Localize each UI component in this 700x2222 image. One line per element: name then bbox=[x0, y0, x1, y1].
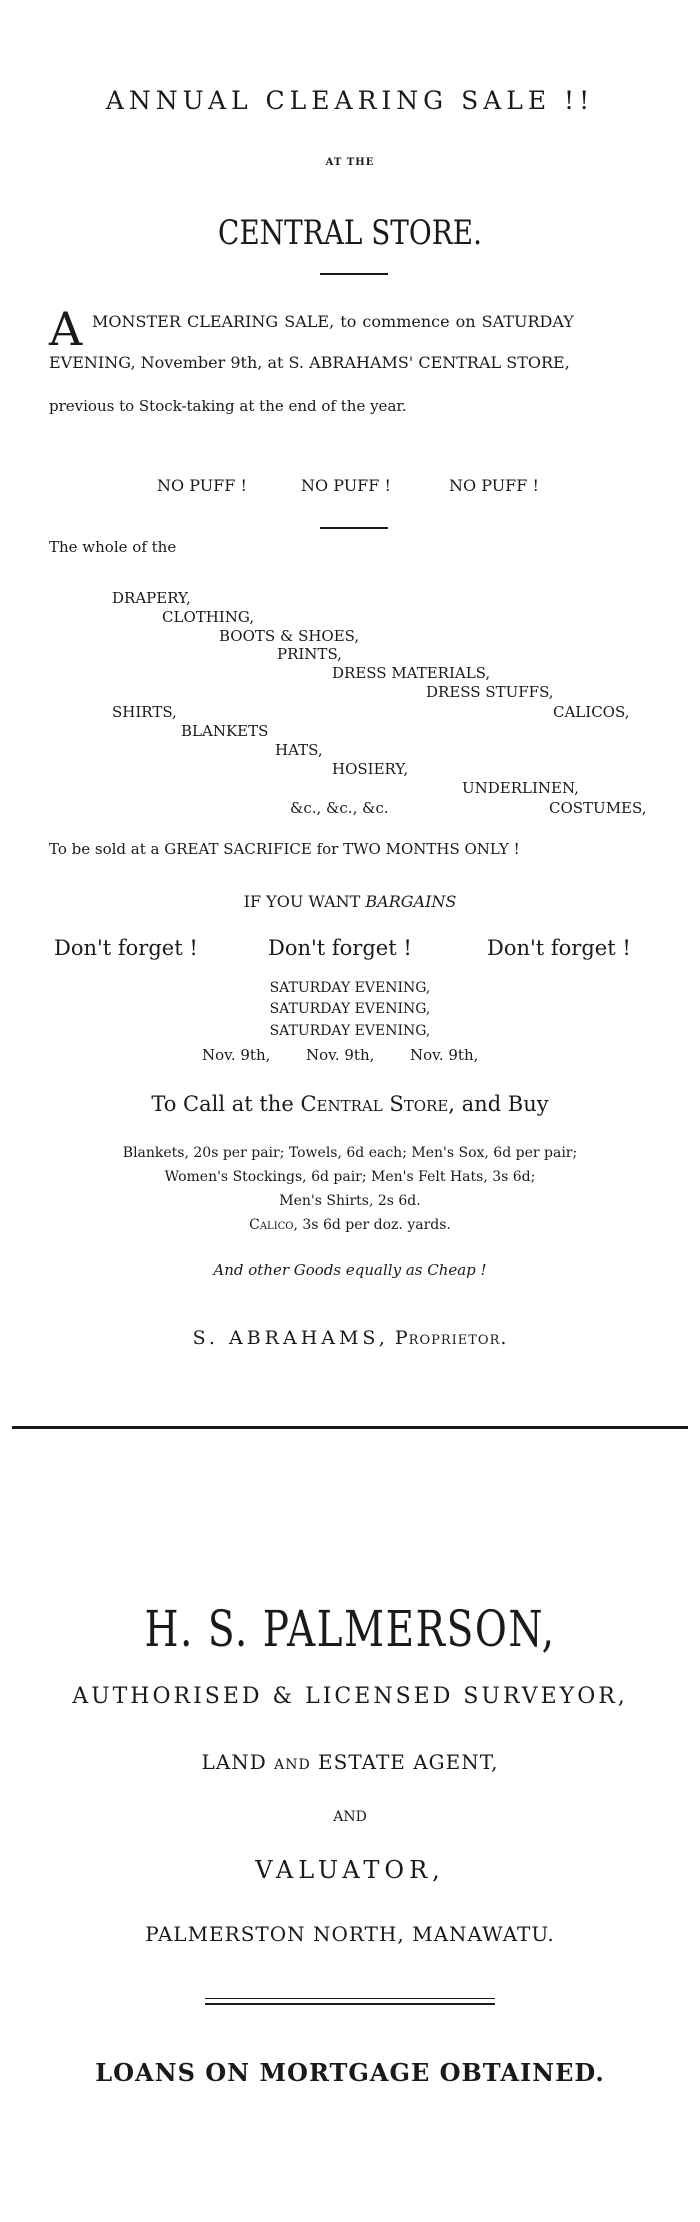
goods-etc: &c., &c., &c. bbox=[290, 799, 389, 817]
whole-of-the: The whole of the bbox=[49, 538, 177, 556]
intro-line-1: MONSTER CLEARING SALE, to commence on SATURDAY bbox=[92, 312, 574, 331]
saturday-evening-1: SATURDAY EVENING, bbox=[269, 980, 431, 996]
goods-clothing: CLOTHING, bbox=[162, 608, 255, 626]
to-call-pre: To Call at the bbox=[151, 1092, 294, 1116]
goods-hats: HATS, bbox=[275, 741, 323, 759]
goods-blankets: BLANKETS bbox=[181, 722, 269, 740]
prices-line-1: Blankets, 20s per pair; Towels, 6d each; Men's Sox, 6d per pair; bbox=[122, 1145, 578, 1161]
goods-dress-materials: DRESS MATERIALS, bbox=[332, 664, 491, 682]
if-you-want-line bbox=[0, 892, 700, 911]
surveyor-name: H. S. PALMERSON, bbox=[144, 1600, 556, 1658]
store-name: CENTRAL STORE. bbox=[218, 213, 482, 253]
location: PALMERSTON NORTH, MANAWATU. bbox=[145, 1922, 555, 1946]
goods-shirts: SHIRTS, bbox=[112, 703, 177, 721]
prices-line-3: Men's Shirts, 2s 6d. bbox=[279, 1193, 421, 1209]
no-puff-2: NO PUFF ! bbox=[301, 476, 391, 495]
and-small-caps: and bbox=[274, 1750, 311, 1774]
to-call-store: Central Store bbox=[300, 1092, 449, 1116]
headline: ANNUAL CLEARING SALE !! bbox=[105, 86, 595, 115]
dont-forget-2: Don't forget ! bbox=[268, 936, 412, 960]
to-call-line bbox=[0, 1092, 700, 1116]
calico-price: , 3s 6d per doz. yards. bbox=[293, 1217, 451, 1233]
goods-calicos: CALICOS, bbox=[553, 703, 630, 721]
goods-costumes: COSTUMES, bbox=[549, 799, 647, 817]
saturday-evening-2: SATURDAY EVENING, bbox=[269, 1001, 431, 1017]
double-rule-bottom bbox=[205, 2003, 495, 2005]
goods-hosiery: HOSIERY, bbox=[332, 760, 409, 778]
land-estate-agent-line bbox=[0, 1750, 700, 1774]
bargains: BARGAINS bbox=[365, 892, 457, 911]
proprietor-title: Proprietor. bbox=[394, 1327, 508, 1349]
dont-forget-1: Don't forget ! bbox=[54, 936, 198, 960]
no-puff-3: NO PUFF ! bbox=[449, 476, 539, 495]
if-you-want: IF YOU WANT bbox=[243, 892, 361, 911]
estate-agent: ESTATE AGENT, bbox=[318, 1750, 499, 1774]
saturday-evening-3: SATURDAY EVENING, bbox=[269, 1023, 431, 1039]
double-rule-top bbox=[205, 1998, 495, 1999]
loans-on-mortgage: LOANS ON MORTGAGE OBTAINED. bbox=[95, 2058, 605, 2087]
goods-drapery: DRAPERY, bbox=[112, 589, 191, 607]
land-word: LAND bbox=[201, 1750, 267, 1774]
dont-forget-3: Don't forget ! bbox=[487, 936, 631, 960]
intro-line-3: previous to Stock-taking at the end of the year. bbox=[49, 397, 407, 415]
valuator: VALUATOR, bbox=[255, 1856, 445, 1884]
goods-dress-stuffs: DRESS STUFFS, bbox=[426, 683, 554, 701]
intro-line-2: EVENING, November 9th, at S. ABRAHAMS' CENTRAL STORE, bbox=[49, 353, 570, 372]
and-word: AND bbox=[333, 1809, 367, 1825]
nov-date-2: Nov. 9th, bbox=[306, 1046, 375, 1064]
goods-underlinen: UNDERLINEN, bbox=[462, 779, 579, 797]
surveyor-title: AUTHORISED & LICENSED SURVEYOR, bbox=[72, 1684, 628, 1709]
at-the-label: AT THE bbox=[325, 157, 375, 168]
proprietor-line bbox=[0, 1327, 700, 1349]
short-rule bbox=[320, 527, 388, 529]
nov-date-1: Nov. 9th, bbox=[202, 1046, 271, 1064]
prices-line-2: Women's Stockings, 6d pair; Men's Felt Hats, 3s 6d; bbox=[164, 1169, 536, 1185]
to-call-post: , and Buy bbox=[448, 1092, 549, 1116]
no-puff-1: NO PUFF ! bbox=[157, 476, 247, 495]
other-goods: And other Goods equally as Cheap ! bbox=[213, 1261, 487, 1279]
drop-cap: A bbox=[49, 302, 83, 356]
section-divider bbox=[12, 1426, 688, 1429]
proprietor-name: S. ABRAHAMS, bbox=[192, 1327, 389, 1349]
nov-date-3: Nov. 9th, bbox=[410, 1046, 479, 1064]
short-rule bbox=[320, 273, 388, 275]
goods-prints: PRINTS, bbox=[277, 645, 342, 663]
prices-line-4 bbox=[0, 1217, 700, 1233]
great-sacrifice: To be sold at a GREAT SACRIFICE for TWO MONTHS ONLY ! bbox=[49, 840, 520, 858]
goods-boots: BOOTS & SHOES, bbox=[219, 627, 360, 645]
calico-label: Calico bbox=[249, 1217, 294, 1233]
